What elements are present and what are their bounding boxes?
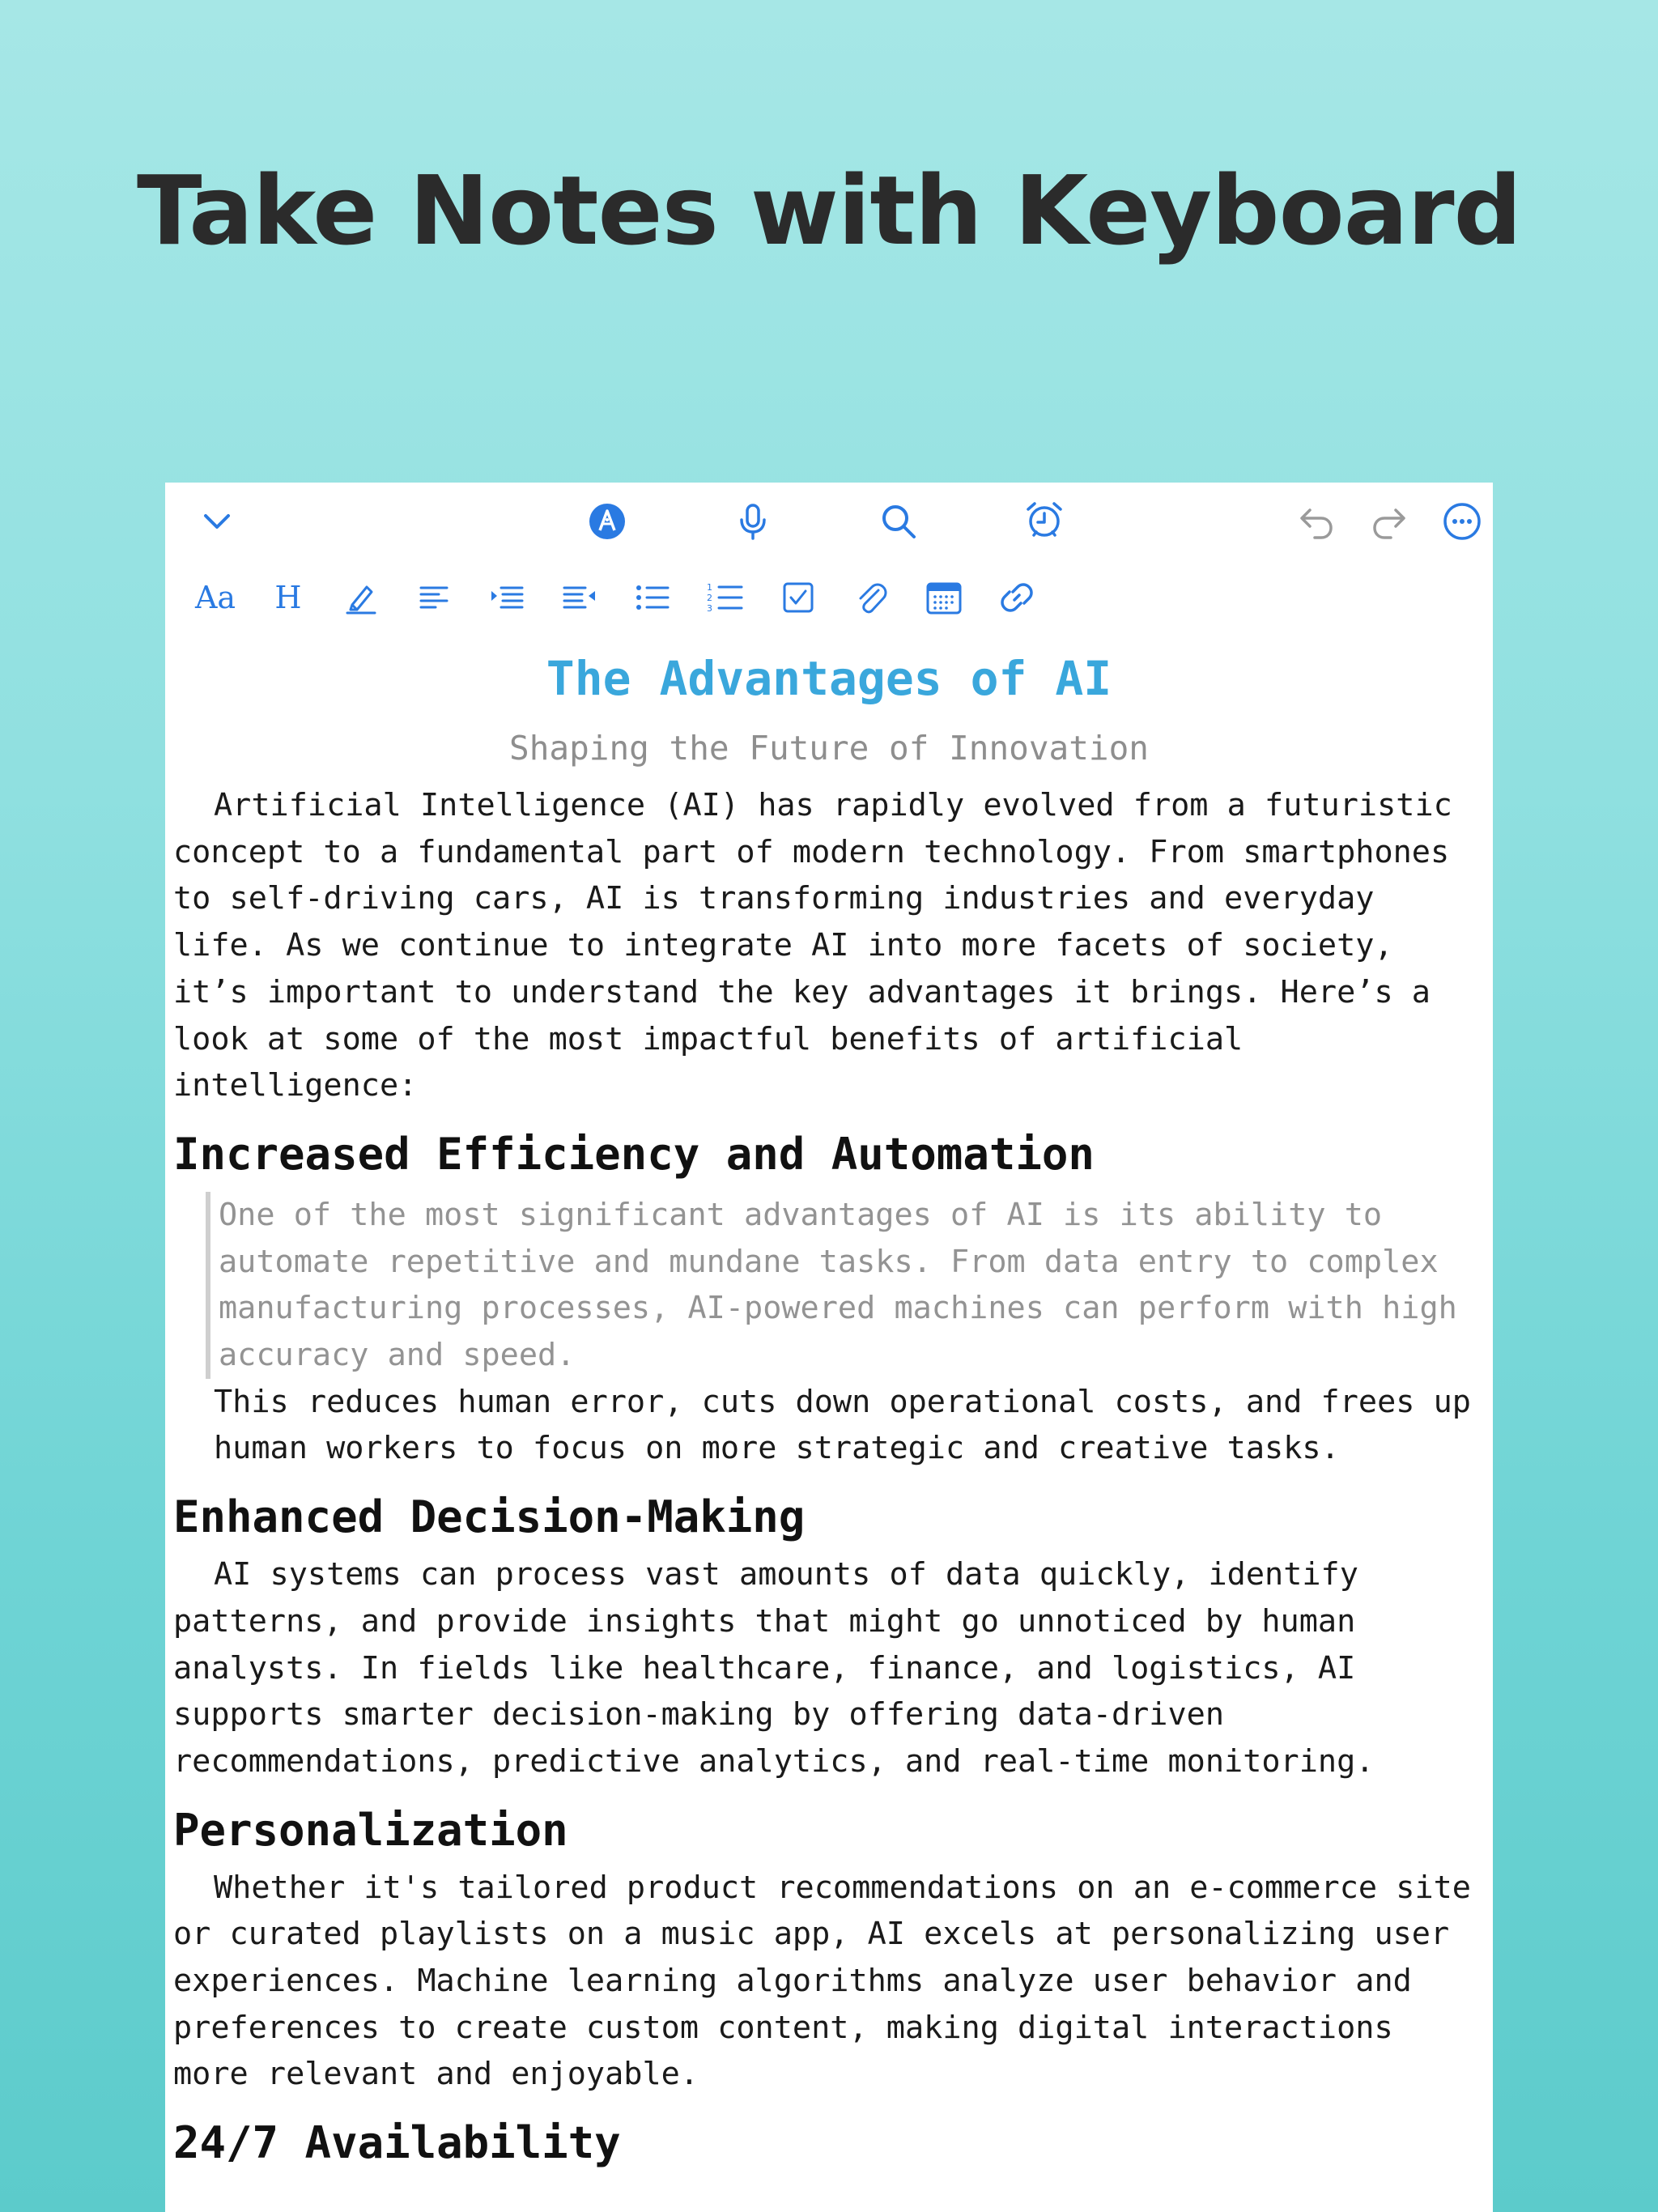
- alarm-clock-icon[interactable]: [1020, 496, 1069, 544]
- section-heading[interactable]: Enhanced Decision-Making: [173, 1491, 806, 1543]
- heading-button[interactable]: [264, 573, 312, 622]
- note-editor: [165, 483, 1493, 2212]
- section-paragraph[interactable]: This reduces human error, cuts down operational costs, and frees up human workers to focus on more strategic and creative tasks.: [214, 1383, 1490, 1467]
- editor-toolbar: [165, 483, 1493, 560]
- document-subtitle[interactable]: Shaping the Future of Innovation: [509, 729, 1149, 768]
- promo-headline: Take Notes with Keyboard: [137, 155, 1521, 266]
- block-quote[interactable]: One of the most significant advantages of AI is its ability to automate repetitive and mundane tasks. From data entry to complex manufacturing processes, AI-powered machines can perform with high accuracy and speed.: [206, 1192, 1485, 1379]
- svg-text:2: 2: [707, 593, 712, 603]
- numbered-list-icon[interactable]: [701, 573, 750, 622]
- outdent-icon[interactable]: [555, 573, 604, 622]
- intro-paragraph[interactable]: Artificial Intelligence (AI) has rapidly evolved from a futuristic concept to a fundamental part of modern technology. From smartphones to self-driving cars, AI is transforming industries and everyday life. As we continue to integrate AI into more facets of society, it’s important to understand the key advantages it brings. Here’s a look at some of the most impactful benefits of artificial intelligence:: [173, 787, 1471, 1104]
- link-icon[interactable]: [993, 573, 1041, 622]
- more-icon[interactable]: [1438, 497, 1486, 546]
- document-body[interactable]: [173, 643, 1490, 2177]
- undo-icon[interactable]: [1292, 499, 1341, 547]
- bullet-list-icon[interactable]: [628, 573, 677, 622]
- search-icon[interactable]: [874, 497, 923, 546]
- svg-text:1: 1: [707, 582, 712, 593]
- svg-text:3: 3: [707, 603, 712, 614]
- heading-label: H: [274, 580, 302, 615]
- microphone-icon[interactable]: [729, 497, 777, 546]
- checkbox-icon[interactable]: [774, 573, 823, 622]
- section-paragraph[interactable]: AI systems can process vast amounts of data quickly, identify patterns, and provide insights that might go unnoticed by human analysts. In fields like healthcare, finance, and logistics, AI supports smarter decision-making by offering data-driven recommendations, predictive analytics, and real-time monitoring.: [173, 1556, 1378, 1780]
- indent-icon[interactable]: [483, 573, 531, 622]
- section-heading[interactable]: Increased Efficiency and Automation: [173, 1128, 1095, 1180]
- redo-icon[interactable]: [1365, 499, 1414, 547]
- chevron-down-icon[interactable]: [193, 497, 241, 546]
- document-title[interactable]: The Advantages of AI: [546, 651, 1112, 706]
- pen-circle-icon[interactable]: [583, 497, 631, 546]
- highlighter-icon[interactable]: [337, 573, 385, 622]
- calendar-icon[interactable]: [920, 573, 968, 622]
- section-heading[interactable]: 24/7 Availability: [173, 2117, 621, 2169]
- font-style-button[interactable]: [191, 573, 240, 622]
- format-bar: [165, 560, 1493, 635]
- section-paragraph[interactable]: Whether it's tailored product recommendations on an e-commerce site or curated playlists on a music app, AI excels at personalizing user experiences. Machine learning algorithms analyze user behavior and preferences to create custom content, making digital interactions more relevant and enjoyable.: [173, 1869, 1490, 2093]
- section-heading[interactable]: Personalization: [173, 1804, 568, 1856]
- align-left-icon[interactable]: [410, 573, 458, 622]
- font-style-label: Aa: [194, 580, 236, 615]
- paperclip-icon[interactable]: [847, 573, 895, 622]
